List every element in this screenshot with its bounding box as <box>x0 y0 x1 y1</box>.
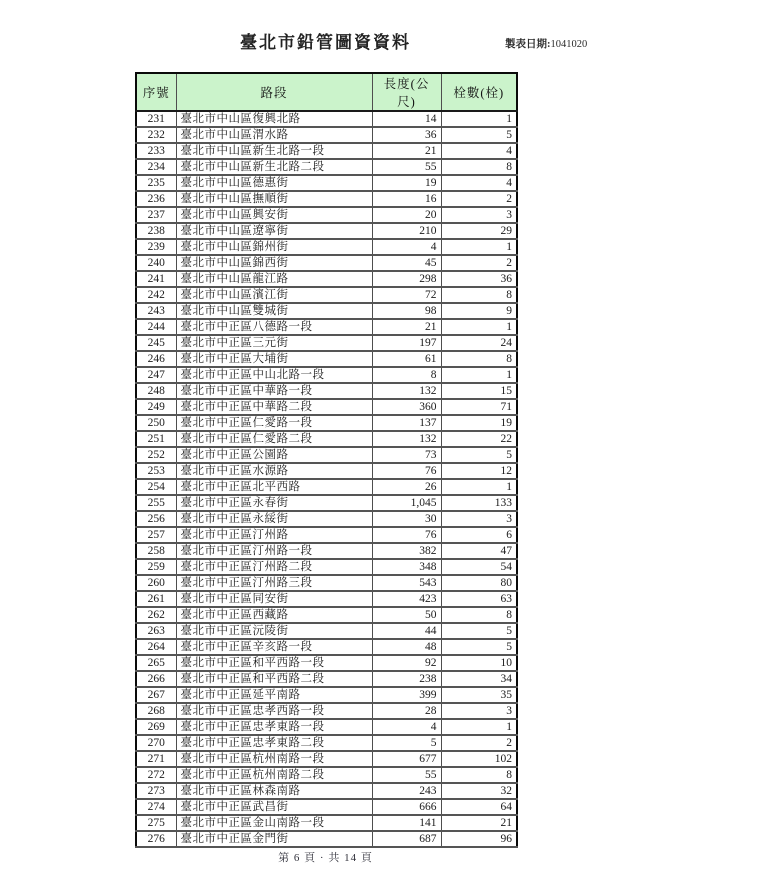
cell-tap-count: 2 <box>441 255 517 271</box>
cell-tap-count: 80 <box>441 575 517 591</box>
cell-length: 73 <box>372 447 441 463</box>
cell-serial-no: 239 <box>136 239 176 255</box>
cell-serial-no: 258 <box>136 543 176 559</box>
cell-road-name: 臺北市中山區雙城街 <box>176 303 372 319</box>
cell-serial-no: 235 <box>136 175 176 191</box>
cell-length: 36 <box>372 127 441 143</box>
column-header-serial: 序號 <box>136 73 176 111</box>
cell-length: 687 <box>372 831 441 847</box>
cell-tap-count: 96 <box>441 831 517 847</box>
cell-serial-no: 241 <box>136 271 176 287</box>
cell-serial-no: 265 <box>136 655 176 671</box>
cell-road-name: 臺北市中山區錦州街 <box>176 239 372 255</box>
cell-serial-no: 269 <box>136 719 176 735</box>
cell-length: 98 <box>372 303 441 319</box>
cell-length: 243 <box>372 783 441 799</box>
cell-tap-count: 10 <box>441 655 517 671</box>
table-row <box>136 271 517 287</box>
table-row <box>136 335 517 351</box>
cell-length: 21 <box>372 143 441 159</box>
cell-tap-count: 34 <box>441 671 517 687</box>
cell-tap-count: 54 <box>441 559 517 575</box>
table-row <box>136 319 517 335</box>
cell-length: 137 <box>372 415 441 431</box>
cell-serial-no: 233 <box>136 143 176 159</box>
cell-tap-count: 47 <box>441 543 517 559</box>
cell-serial-no: 268 <box>136 703 176 719</box>
table-row <box>136 687 517 703</box>
cell-road-name: 臺北市中正區林森南路 <box>176 783 372 799</box>
table-row <box>136 463 517 479</box>
table-row <box>136 607 517 623</box>
cell-road-name: 臺北市中正區同安街 <box>176 591 372 607</box>
cell-length: 92 <box>372 655 441 671</box>
cell-road-name: 臺北市中正區大埔街 <box>176 351 372 367</box>
cell-length: 360 <box>372 399 441 415</box>
cell-road-name: 臺北市中正區忠孝東路一段 <box>176 719 372 735</box>
cell-road-name: 臺北市中正區仁愛路一段 <box>176 415 372 431</box>
cell-tap-count: 5 <box>441 623 517 639</box>
cell-length: 72 <box>372 287 441 303</box>
table-row <box>136 367 517 383</box>
cell-road-name: 臺北市中山區錦西街 <box>176 255 372 271</box>
report-date <box>505 36 587 51</box>
page-title: 臺北市鉛管圖資資料 <box>240 33 411 52</box>
cell-tap-count: 8 <box>441 767 517 783</box>
cell-length: 28 <box>372 703 441 719</box>
table-row <box>136 399 517 415</box>
cell-tap-count: 2 <box>441 191 517 207</box>
cell-road-name: 臺北市中山區德惠街 <box>176 175 372 191</box>
table-row <box>136 127 517 143</box>
table-row <box>136 767 517 783</box>
cell-serial-no: 257 <box>136 527 176 543</box>
cell-length: 44 <box>372 623 441 639</box>
table-row <box>136 719 517 735</box>
cell-serial-no: 270 <box>136 735 176 751</box>
table-row <box>136 655 517 671</box>
table-row <box>136 111 517 127</box>
page-footer: 第 6 頁 · 共 14 頁 <box>278 852 373 864</box>
table-header-row <box>136 73 517 111</box>
cell-tap-count: 9 <box>441 303 517 319</box>
cell-road-name: 臺北市中山區興安街 <box>176 207 372 223</box>
cell-road-name: 臺北市中正區汀州路 <box>176 527 372 543</box>
cell-length: 16 <box>372 191 441 207</box>
cell-length: 50 <box>372 607 441 623</box>
cell-tap-count: 36 <box>441 271 517 287</box>
cell-road-name: 臺北市中正區水源路 <box>176 463 372 479</box>
cell-tap-count: 32 <box>441 783 517 799</box>
cell-serial-no: 231 <box>136 111 176 127</box>
cell-tap-count: 102 <box>441 751 517 767</box>
cell-serial-no: 237 <box>136 207 176 223</box>
cell-length: 76 <box>372 463 441 479</box>
cell-road-name: 臺北市中正區和平西路二段 <box>176 671 372 687</box>
cell-tap-count: 3 <box>441 703 517 719</box>
cell-serial-no: 232 <box>136 127 176 143</box>
cell-length: 26 <box>372 479 441 495</box>
cell-road-name: 臺北市中山區撫順街 <box>176 191 372 207</box>
table-row <box>136 815 517 831</box>
table-row <box>136 703 517 719</box>
cell-tap-count: 5 <box>441 639 517 655</box>
cell-road-name: 臺北市中正區仁愛路二段 <box>176 431 372 447</box>
cell-serial-no: 255 <box>136 495 176 511</box>
cell-length: 666 <box>372 799 441 815</box>
table-row <box>136 783 517 799</box>
cell-tap-count: 64 <box>441 799 517 815</box>
cell-tap-count: 29 <box>441 223 517 239</box>
cell-tap-count: 1 <box>441 367 517 383</box>
cell-serial-no: 263 <box>136 623 176 639</box>
cell-tap-count: 1 <box>441 719 517 735</box>
table-row <box>136 495 517 511</box>
report-date-value: 1041020 <box>550 39 588 50</box>
cell-serial-no: 264 <box>136 639 176 655</box>
cell-length: 4 <box>372 239 441 255</box>
cell-serial-no: 266 <box>136 671 176 687</box>
cell-length: 210 <box>372 223 441 239</box>
cell-road-name: 臺北市中山區復興北路 <box>176 111 372 127</box>
cell-length: 21 <box>372 319 441 335</box>
cell-tap-count: 133 <box>441 495 517 511</box>
table-row <box>136 543 517 559</box>
cell-road-name: 臺北市中山區龍江路 <box>176 271 372 287</box>
column-header-road: 路段 <box>176 73 372 111</box>
cell-road-name: 臺北市中山區濱江街 <box>176 287 372 303</box>
table-row <box>136 623 517 639</box>
report-date-label: 製表日期: <box>505 39 551 50</box>
cell-road-name: 臺北市中正區中華路一段 <box>176 383 372 399</box>
table-row <box>136 303 517 319</box>
cell-serial-no: 274 <box>136 799 176 815</box>
column-header-length: 長度(公尺) <box>372 73 441 111</box>
cell-length: 45 <box>372 255 441 271</box>
table-row <box>136 143 517 159</box>
cell-road-name: 臺北市中山區新生北路一段 <box>176 143 372 159</box>
cell-tap-count: 22 <box>441 431 517 447</box>
cell-tap-count: 1 <box>441 111 517 127</box>
cell-length: 30 <box>372 511 441 527</box>
cell-length: 5 <box>372 735 441 751</box>
cell-road-name: 臺北市中正區公園路 <box>176 447 372 463</box>
table-row <box>136 799 517 815</box>
table-row <box>136 159 517 175</box>
cell-road-name: 臺北市中正區永春街 <box>176 495 372 511</box>
cell-tap-count: 8 <box>441 607 517 623</box>
cell-serial-no: 244 <box>136 319 176 335</box>
table-row <box>136 351 517 367</box>
cell-road-name: 臺北市中正區八德路一段 <box>176 319 372 335</box>
cell-tap-count: 6 <box>441 527 517 543</box>
cell-length: 132 <box>372 431 441 447</box>
cell-length: 197 <box>372 335 441 351</box>
table-row <box>136 639 517 655</box>
cell-road-name: 臺北市中正區西藏路 <box>176 607 372 623</box>
cell-serial-no: 271 <box>136 751 176 767</box>
cell-road-name: 臺北市中正區中華路二段 <box>176 399 372 415</box>
cell-length: 76 <box>372 527 441 543</box>
table-body <box>136 111 517 847</box>
table-row <box>136 175 517 191</box>
table-row <box>136 559 517 575</box>
cell-length: 132 <box>372 383 441 399</box>
cell-tap-count: 5 <box>441 127 517 143</box>
cell-tap-count: 5 <box>441 447 517 463</box>
cell-tap-count: 8 <box>441 351 517 367</box>
cell-tap-count: 8 <box>441 287 517 303</box>
cell-serial-no: 251 <box>136 431 176 447</box>
cell-road-name: 臺北市中正區汀州路二段 <box>176 559 372 575</box>
cell-tap-count: 24 <box>441 335 517 351</box>
cell-road-name: 臺北市中正區延平南路 <box>176 687 372 703</box>
cell-length: 141 <box>372 815 441 831</box>
cell-road-name: 臺北市中正區金山南路一段 <box>176 815 372 831</box>
column-header-taps: 栓數(栓) <box>441 73 517 111</box>
cell-tap-count: 1 <box>441 479 517 495</box>
cell-serial-no: 250 <box>136 415 176 431</box>
cell-tap-count: 12 <box>441 463 517 479</box>
cell-road-name: 臺北市中正區沅陵街 <box>176 623 372 639</box>
cell-serial-no: 254 <box>136 479 176 495</box>
cell-serial-no: 273 <box>136 783 176 799</box>
table-row <box>136 831 517 847</box>
cell-road-name: 臺北市中正區三元街 <box>176 335 372 351</box>
cell-length: 298 <box>372 271 441 287</box>
table-row <box>136 751 517 767</box>
table-row <box>136 191 517 207</box>
cell-road-name: 臺北市中正區辛亥路一段 <box>176 639 372 655</box>
cell-road-name: 臺北市中正區杭州南路一段 <box>176 751 372 767</box>
cell-length: 382 <box>372 543 441 559</box>
cell-length: 61 <box>372 351 441 367</box>
table-row <box>136 207 517 223</box>
cell-road-name: 臺北市中正區武昌街 <box>176 799 372 815</box>
cell-tap-count: 4 <box>441 175 517 191</box>
table-row <box>136 431 517 447</box>
table-row <box>136 479 517 495</box>
cell-road-name: 臺北市中正區汀州路一段 <box>176 543 372 559</box>
cell-serial-no: 236 <box>136 191 176 207</box>
table-row <box>136 415 517 431</box>
table-row <box>136 735 517 751</box>
cell-tap-count: 1 <box>441 239 517 255</box>
cell-serial-no: 275 <box>136 815 176 831</box>
cell-road-name: 臺北市中正區中山北路一段 <box>176 367 372 383</box>
table-row <box>136 511 517 527</box>
table-row <box>136 591 517 607</box>
cell-tap-count: 2 <box>441 735 517 751</box>
cell-serial-no: 253 <box>136 463 176 479</box>
cell-length: 399 <box>372 687 441 703</box>
cell-road-name: 臺北市中正區金門街 <box>176 831 372 847</box>
cell-serial-no: 262 <box>136 607 176 623</box>
cell-length: 1,045 <box>372 495 441 511</box>
cell-length: 423 <box>372 591 441 607</box>
cell-serial-no: 259 <box>136 559 176 575</box>
cell-serial-no: 249 <box>136 399 176 415</box>
cell-serial-no: 267 <box>136 687 176 703</box>
table-row <box>136 383 517 399</box>
table-row <box>136 223 517 239</box>
cell-road-name: 臺北市中正區永綏街 <box>176 511 372 527</box>
cell-length: 543 <box>372 575 441 591</box>
cell-serial-no: 238 <box>136 223 176 239</box>
cell-road-name: 臺北市中正區汀州路三段 <box>176 575 372 591</box>
cell-serial-no: 252 <box>136 447 176 463</box>
cell-tap-count: 1 <box>441 319 517 335</box>
cell-road-name: 臺北市中正區北平西路 <box>176 479 372 495</box>
cell-serial-no: 242 <box>136 287 176 303</box>
cell-length: 55 <box>372 159 441 175</box>
cell-serial-no: 248 <box>136 383 176 399</box>
cell-tap-count: 19 <box>441 415 517 431</box>
cell-tap-count: 3 <box>441 207 517 223</box>
table-row <box>136 575 517 591</box>
cell-road-name: 臺北市中山區新生北路二段 <box>176 159 372 175</box>
cell-serial-no: 272 <box>136 767 176 783</box>
cell-length: 8 <box>372 367 441 383</box>
cell-tap-count: 3 <box>441 511 517 527</box>
cell-tap-count: 35 <box>441 687 517 703</box>
cell-serial-no: 245 <box>136 335 176 351</box>
cell-serial-no: 243 <box>136 303 176 319</box>
cell-road-name: 臺北市中正區忠孝東路二段 <box>176 735 372 751</box>
cell-road-name: 臺北市中山區遼寧街 <box>176 223 372 239</box>
cell-serial-no: 240 <box>136 255 176 271</box>
cell-length: 4 <box>372 719 441 735</box>
cell-length: 20 <box>372 207 441 223</box>
cell-tap-count: 21 <box>441 815 517 831</box>
table-row <box>136 671 517 687</box>
cell-serial-no: 246 <box>136 351 176 367</box>
cell-length: 348 <box>372 559 441 575</box>
cell-road-name: 臺北市中山區渭水路 <box>176 127 372 143</box>
cell-length: 19 <box>372 175 441 191</box>
cell-length: 238 <box>372 671 441 687</box>
cell-length: 55 <box>372 767 441 783</box>
table-row <box>136 527 517 543</box>
table-row <box>136 255 517 271</box>
table-row <box>136 287 517 303</box>
cell-serial-no: 261 <box>136 591 176 607</box>
cell-serial-no: 247 <box>136 367 176 383</box>
cell-road-name: 臺北市中正區和平西路一段 <box>176 655 372 671</box>
cell-tap-count: 8 <box>441 159 517 175</box>
cell-length: 48 <box>372 639 441 655</box>
cell-tap-count: 15 <box>441 383 517 399</box>
cell-tap-count: 63 <box>441 591 517 607</box>
cell-length: 677 <box>372 751 441 767</box>
cell-serial-no: 276 <box>136 831 176 847</box>
cell-serial-no: 260 <box>136 575 176 591</box>
cell-serial-no: 256 <box>136 511 176 527</box>
cell-tap-count: 4 <box>441 143 517 159</box>
table-row <box>136 239 517 255</box>
cell-road-name: 臺北市中正區忠孝西路一段 <box>176 703 372 719</box>
cell-serial-no: 234 <box>136 159 176 175</box>
table-row <box>136 447 517 463</box>
lead-pipe-table <box>135 72 518 848</box>
cell-road-name: 臺北市中正區杭州南路二段 <box>176 767 372 783</box>
cell-length: 14 <box>372 111 441 127</box>
cell-tap-count: 71 <box>441 399 517 415</box>
